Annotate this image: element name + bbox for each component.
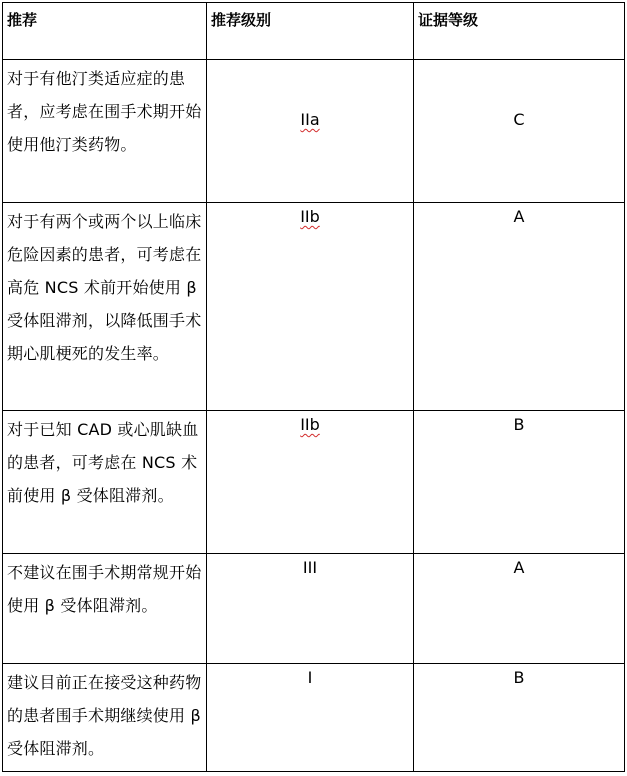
recommendation-level: IIb [300,415,320,434]
table-row [3,411,625,554]
level-cell [207,664,414,772]
header-recommendation: 推荐 [7,11,38,29]
table-row [3,203,625,411]
evidence-level: B [513,415,525,434]
evidence-cell [414,554,625,664]
level-cell [207,411,414,554]
recommendation-cell [3,554,207,664]
recommendation-cell [3,203,207,411]
recommendation-text: 对于有他汀类适应症的患者，应考虑在围手术期开始使用他汀类药物。 [7,69,202,154]
header-cell-evidence [414,3,625,60]
recommendation-level: IIa [300,110,320,129]
level-cell [207,60,414,203]
recommendation-cell [3,60,207,203]
evidence-cell [414,60,625,203]
header-evidence: 证据等级 [418,11,479,29]
table-row [3,664,625,772]
recommendation-text: 对于有两个或两个以上临床危险因素的患者，可考虑在高危 NCS 术前开始使用 β 受体阻滞剂，以降低围手术期心肌梗死的发生率。 [7,212,202,363]
recommendation-text: 对于已知 CAD 或心肌缺血的患者，可考虑在 NCS 术前使用 β 受体阻滞剂。 [7,420,199,505]
table-row [3,554,625,664]
evidence-level: A [513,558,525,577]
header-cell-recommendation [3,3,207,60]
recommendation-level: IIb [300,207,320,226]
recommendation-level: III [302,558,318,577]
recommendation-text: 建议目前正在接受这种药物的患者围手术期继续使用 β 受体阻滞剂。 [7,673,202,758]
evidence-cell [414,203,625,411]
evidence-cell [414,411,625,554]
evidence-level: C [513,110,525,129]
header-level: 推荐级别 [211,11,272,29]
recommendation-text: 不建议在围手术期常规开始使用 β 受体阻滞剂。 [7,563,202,615]
table-row [3,60,625,203]
recommendation-cell [3,411,207,554]
evidence-cell [414,664,625,772]
evidence-level: A [513,207,525,226]
level-cell [207,554,414,664]
recommendation-level: I [307,668,313,687]
recommendation-table [2,2,625,772]
evidence-level: B [513,668,525,687]
header-cell-level [207,3,414,60]
recommendation-cell [3,664,207,772]
header-row [3,3,625,60]
level-cell [207,203,414,411]
